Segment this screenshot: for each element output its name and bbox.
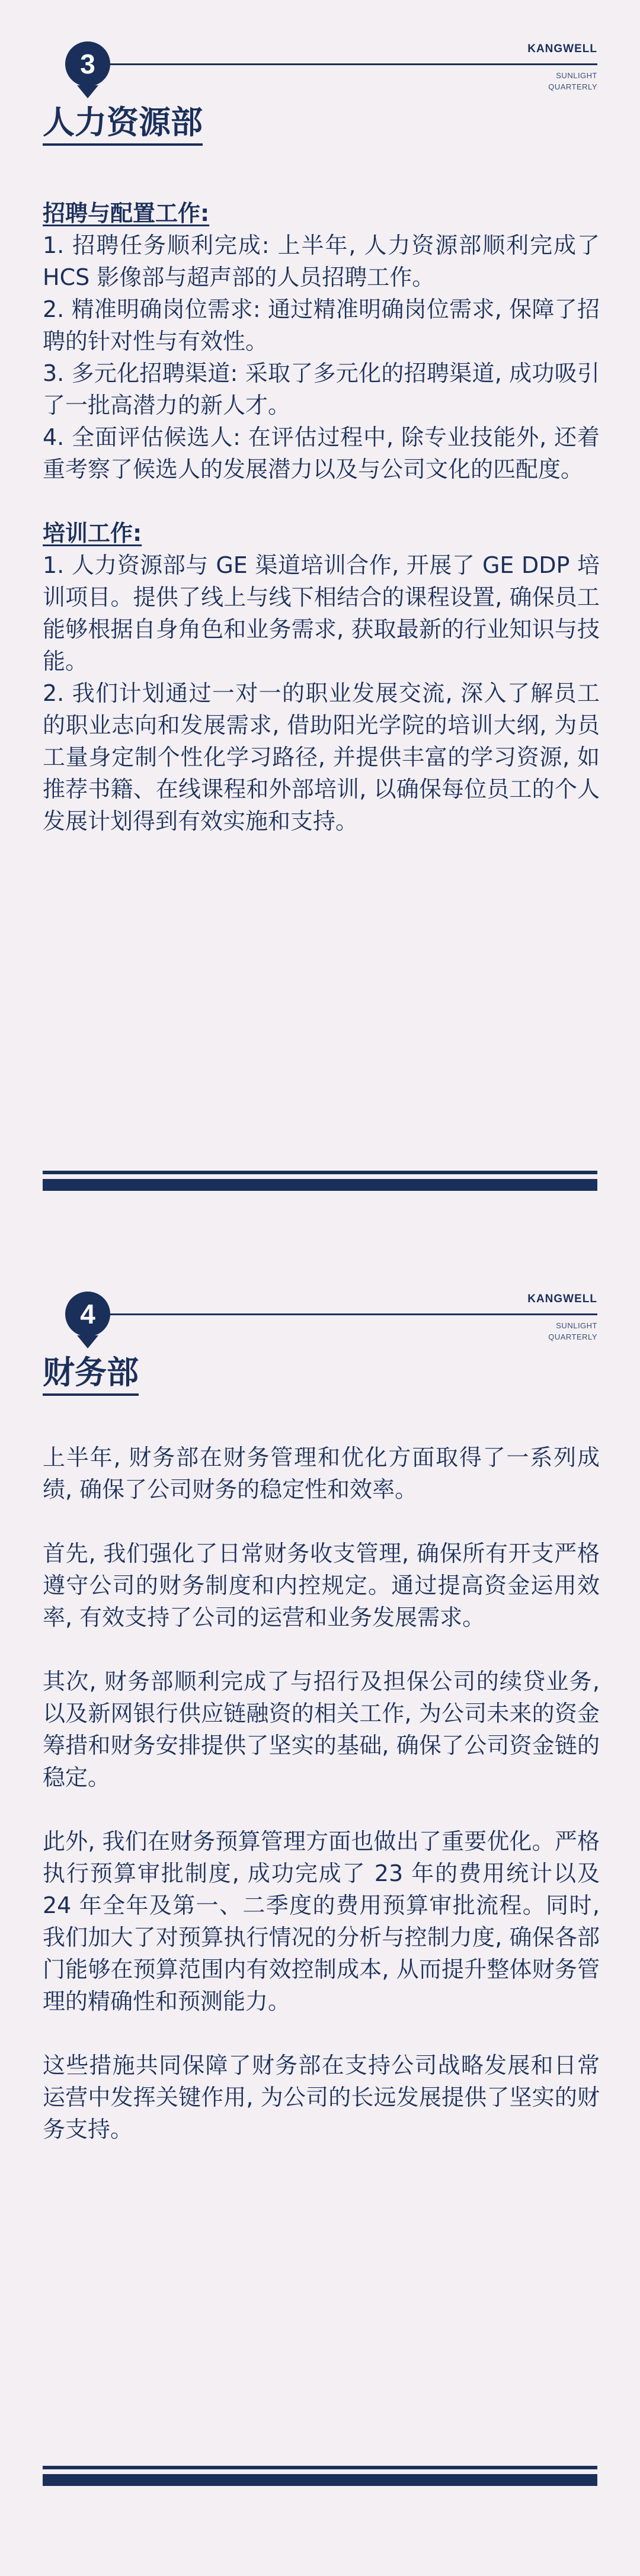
recruit-item: 1. 招聘任务顺利完成: 上半年, 人力资源部顺利完成了 HCS 影像部与超声部的人员招聘工作。 [43,232,600,290]
recruit-item: 3. 多元化招聘渠道: 采取了多元化的招聘渠道, 成功吸引了一批高潜力的新人才。 [43,360,600,418]
brand-sub-line1: SUNLIGHT [556,71,597,80]
department-title: 财务部 [43,1354,139,1396]
badge-pointer-icon [77,85,98,98]
badge-pointer-icon [77,1335,98,1348]
finance-paragraph: 这些措施共同保障了财务部在支持公司战略发展和日常运营中发挥关键作用, 为公司的长远发展提供了坚实的财务支持。 [43,2052,600,2142]
department-title: 人力资源部 [43,104,203,146]
section-number: 4 [80,1299,95,1329]
recruit-item: 4. 全面评估候选人: 在评估过程中, 除专业技能外, 还着重考察了候选人的发展潜力以及与公司文化的匹配度。 [43,424,600,482]
recruit-item: 2. 精准明确岗位需求: 通过精准明确岗位需求, 保障了招聘的针对性与有效性。 [43,296,600,354]
section-number-badge [65,1292,110,1337]
brand-name: KANGWELL [527,43,597,55]
section-number-badge [65,41,110,86]
brand-sub-line2: QUARTERLY [548,1332,597,1341]
header-rule [77,63,597,65]
training-item: 2. 我们计划通过一对一的职业发展交流, 深入了解员工的职业志向和发展需求, 借助阳光学院的培训大纲, 为员工量身定制个性化学习路径, 并提供丰富的学习资源, 如推荐书籍、在线课程和外部培训, 以确保每位员工的个人发展计划得到有效实施和支持。 [43,680,600,834]
recruit-heading: 招聘与配置工作: [43,200,210,226]
brand-sub-line1: SUNLIGHT [556,1321,597,1330]
section-number: 3 [80,49,95,79]
finance-paragraph: 首先, 我们强化了日常财务收支管理, 确保所有开支严格遵守公司的财务制度和内控规定。通过提高资金运用效率, 有效支持了公司的运营和业务发展需求。 [43,1540,600,1630]
brand-subtitle [514,1320,597,1343]
section-divider-thick [43,2474,597,2486]
finance-paragraph: 此外, 我们在财务预算管理方面也做出了重要优化。严格执行预算审批制度, 成功完成了 23 年的费用统计以及 24 年全年及第一、二季度的费用预算审批流程。同时, 我们加大了对预算执行情况的分析与控制力度, 确保各部门能够在预算范围内有效控制成本, 从而提升整体财务管理的精确性和预测能力。 [43,1828,600,2014]
section-divider-thin [43,1171,597,1174]
section-divider-thin [43,2466,597,2469]
finance-paragraph: 上半年, 财务部在财务管理和优化方面取得了一系列成绩, 确保了公司财务的稳定性和效率。 [43,1444,600,1502]
section-divider-thick [43,1179,597,1191]
header-rule [77,1313,597,1315]
training-item: 1. 人力资源部与 GE 渠道培训合作, 开展了 GE DDP 培训项目。提供了线上与线下相结合的课程设置, 确保员工能够根据自身角色和业务需求, 获取最新的行业知识与技能。 [43,552,600,674]
brand-subtitle [514,70,597,92]
hr-body [43,197,600,837]
training-heading: 培训工作: [43,520,142,546]
finance-paragraph: 其次, 财务部顺利完成了与招行及担保公司的续贷业务, 以及新网银行供应链融资的相关工作, 为公司未来的资金筹措和财务安排提供了坚实的基础, 确保了公司资金链的稳定。 [43,1668,600,1790]
brand-sub-line2: QUARTERLY [548,82,597,91]
brand-name: KANGWELL [527,1293,597,1305]
finance-body [43,1441,600,2145]
